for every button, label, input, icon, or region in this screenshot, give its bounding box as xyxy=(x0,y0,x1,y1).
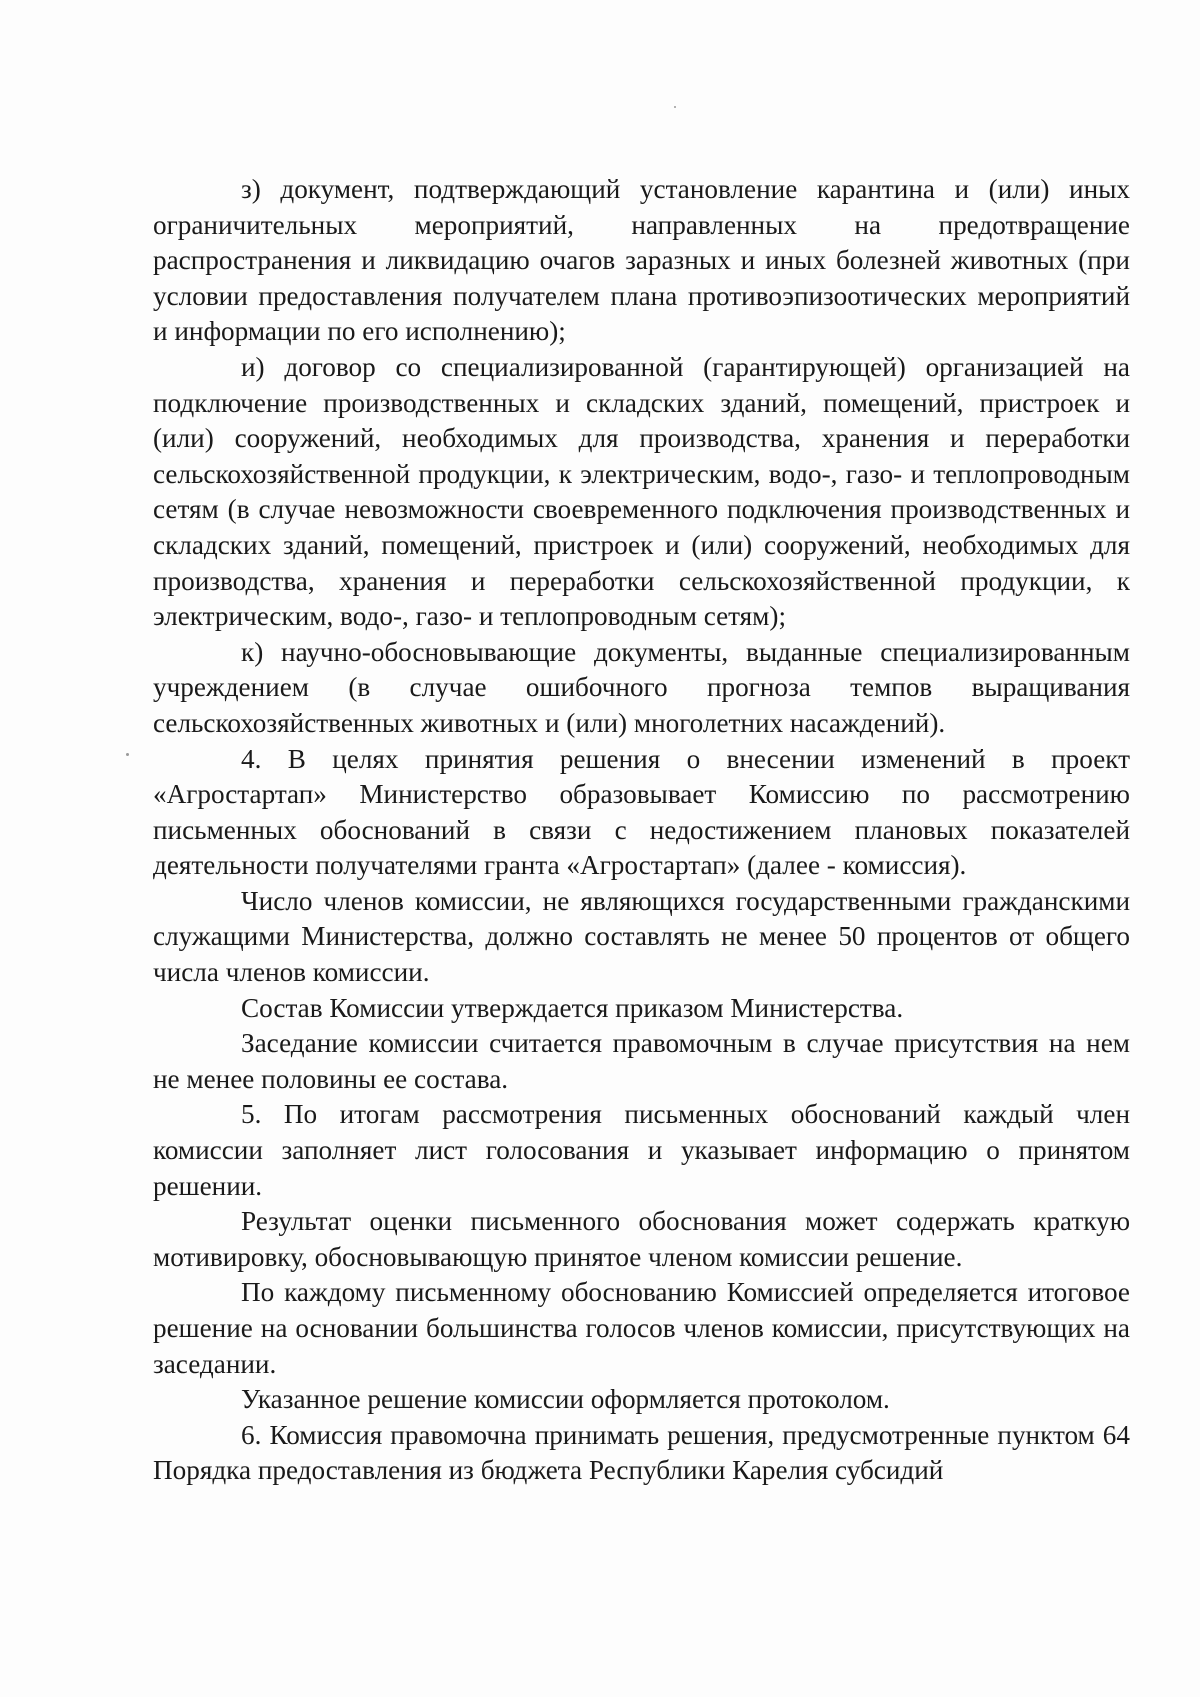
paragraph-commission-composition: Состав Комиссии утверждается приказом Министерства. xyxy=(241,992,904,1023)
paragraph-z: з) документ, подтверждающий установление карантина и (или) иных ограничительных мероприятий, направленных на предотвращение распространения и ликвидацию очагов заразных и иных болезней животных (при условии предоставления получателем плана противоэпизоотических мероприятий и информации по его исполнению); xyxy=(153,174,1130,347)
paragraph-evaluation-result: Результат оценки письменного обоснования может содержать краткую мотивировку, обосновывающую принятое членом комиссии решение. xyxy=(153,1206,1130,1272)
scan-speck xyxy=(674,106,676,108)
paragraph-k: к) научно-обосновывающие документы, выданные специализированным учреждением (в случае ошибочного прогноза темпов выращивания сельскохозяйственных животных и (или) многолетних насаждений). xyxy=(153,636,1130,738)
paragraph-i: и) договор со специализированной (гарантирующей) организацией на подключение производственных и складских зданий, помещений, пристроек и (или) сооружений, необходимых для производства, хранения и переработки сельскохозяйственной продукции, к электрическим, водо-, газо- и теплопроводным сетям (в случае невозможности своевременного подключения производственных и складских зданий, помещений, пристроек и (или) сооружений, необходимых для производства, хранения и переработки сельскохозяйственной продукции, к электрическим, водо-, газо- и теплопроводным сетям); xyxy=(153,351,1130,632)
paragraph-5: 5. По итогам рассмотрения письменных обоснований каждый член комиссии заполняет лист голосования и указывает информацию о принятом решении. xyxy=(153,1099,1130,1201)
document-body xyxy=(153,172,1130,1489)
paragraph-4: 4. В целях принятия решения о внесении изменений в проект «Агростартап» Министерство образовывает Комиссию по рассмотрению письменных обоснований в связи с недостижением плановых показателей деятельности получателями гранта «Агростартап» (далее - комиссия). xyxy=(153,743,1130,881)
scan-speck xyxy=(126,753,129,756)
paragraph-6: 6. Комиссия правомочна принимать решения, предусмотренные пунктом 64 Порядка предоставления из бюджета Республики Карелия субсидий xyxy=(153,1419,1130,1486)
paragraph-protocol: Указанное решение комиссии оформляется протоколом. xyxy=(241,1384,890,1415)
paragraph-commission-members: Число членов комиссии, не являющихся государственными гражданскими служащими Министерства, должно составлять не менее 50 процентов от общего числа членов комиссии. xyxy=(153,885,1130,988)
paragraph-quorum: Заседание комиссии считается правомочным в случае присутствия на нем не менее половины ее состава. xyxy=(153,1028,1130,1094)
paragraph-final-decision: По каждому письменному обоснованию Комиссией определяется итоговое решение на основании большинства голосов членов комиссии, присутствующих на заседании. xyxy=(153,1277,1130,1379)
